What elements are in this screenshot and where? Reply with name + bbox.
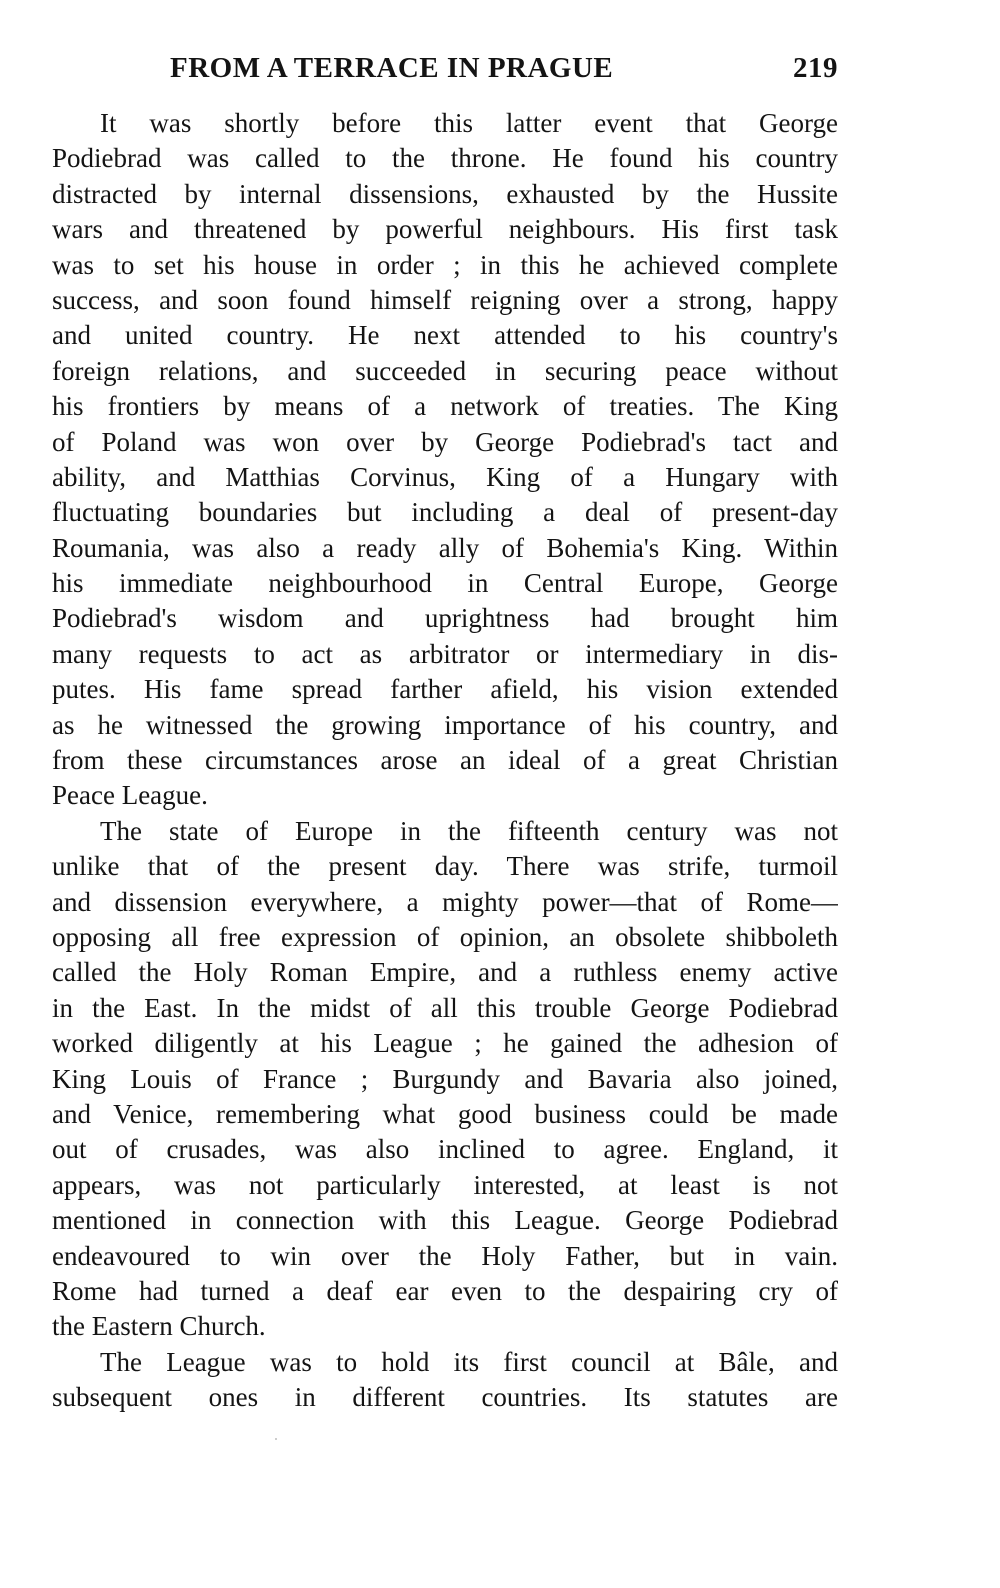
text-line: The League was to hold its first council at Bâle, and: [100, 1346, 838, 1377]
text-line: foreign relations, and succeeded in securing peace without: [52, 355, 838, 386]
text-line: ability, and Matthias Corvinus, King of a Hungary with: [52, 461, 838, 492]
text-line: worked diligently at his League ; he gained the adhesion of: [52, 1028, 838, 1059]
chapter-title: FROM A TERRACE IN PRAGUE: [170, 52, 614, 84]
text-line: opposing all free expression of opinion, an obsolete shibboleth: [52, 921, 838, 952]
text-line: and united country. He next attended to his country's: [52, 320, 838, 351]
text-line: Podiebrad was called to the throne. He found his country: [52, 143, 838, 174]
text-line: fluctuating boundaries but including a deal of present-day: [52, 497, 838, 528]
text-line: Peace League.: [52, 780, 208, 811]
text-line: appears, was not particularly interested, at least is not: [52, 1169, 838, 1200]
text-line: Podiebrad's wisdom and uprightness had brought him: [52, 603, 838, 634]
text-line: of Poland was won over by George Podiebrad's tact and: [52, 426, 838, 457]
text-line: his frontiers by means of a network of treaties. The King: [52, 391, 838, 422]
text-line: many requests to act as arbitrator or intermediary in dis-: [52, 638, 838, 669]
text-line: and Venice, remembering what good business could be made: [52, 1098, 838, 1129]
text-line: from these circumstances arose an ideal of a great Christian: [52, 745, 838, 776]
text-line: subsequent ones in different countries. Its statutes are: [52, 1382, 838, 1413]
text-line: endeavoured to win over the Holy Father, but in vain.: [52, 1240, 838, 1271]
text-line: Roumania, was also a ready ally of Bohemia's King. Within: [52, 532, 838, 563]
text-line: The state of Europe in the fifteenth century was not: [100, 815, 838, 846]
body-text: [52, 106, 838, 1415]
running-head: [52, 52, 838, 96]
text-line: was to set his house in order ; in this he achieved complete: [52, 249, 838, 280]
paragraph-2: [52, 814, 838, 1345]
paper-speck: [275, 1438, 277, 1440]
text-line: in the East. In the midst of all this trouble George Podiebrad: [52, 992, 838, 1023]
paragraph-3: [52, 1345, 838, 1416]
text-line: unlike that of the present day. There was strife, turmoil: [52, 851, 838, 882]
text-line: Rome had turned a deaf ear even to the despairing cry of: [52, 1275, 838, 1306]
text-line: It was shortly before this latter event that George: [100, 108, 838, 138]
text-line: as he witnessed the growing importance of his country, and: [52, 709, 838, 740]
text-line: and dissension everywhere, a mighty power—that of Rome—: [52, 886, 838, 917]
text-line: distracted by internal dissensions, exhausted by the Hussite: [52, 178, 838, 209]
text-line: success, and soon found himself reigning over a strong, happy: [52, 284, 838, 315]
text-line: the Eastern Church.: [52, 1311, 266, 1342]
text-line: out of crusades, was also inclined to agree. England, it: [52, 1134, 838, 1165]
paragraph-1: [52, 106, 838, 814]
text-line: his immediate neighbourhood in Central Europe, George: [52, 568, 838, 599]
book-page: [52, 52, 838, 1415]
text-line: mentioned in connection with this League. George Podiebrad: [52, 1205, 838, 1236]
text-line: putes. His fame spread farther afield, his vision extended: [52, 674, 838, 705]
text-line: wars and threatened by powerful neighbours. His first task: [52, 214, 838, 245]
text-line: King Louis of France ; Burgundy and Bavaria also joined,: [52, 1063, 838, 1094]
page-number: 219: [793, 52, 838, 84]
text-line: called the Holy Roman Empire, and a ruthless enemy active: [52, 957, 838, 988]
